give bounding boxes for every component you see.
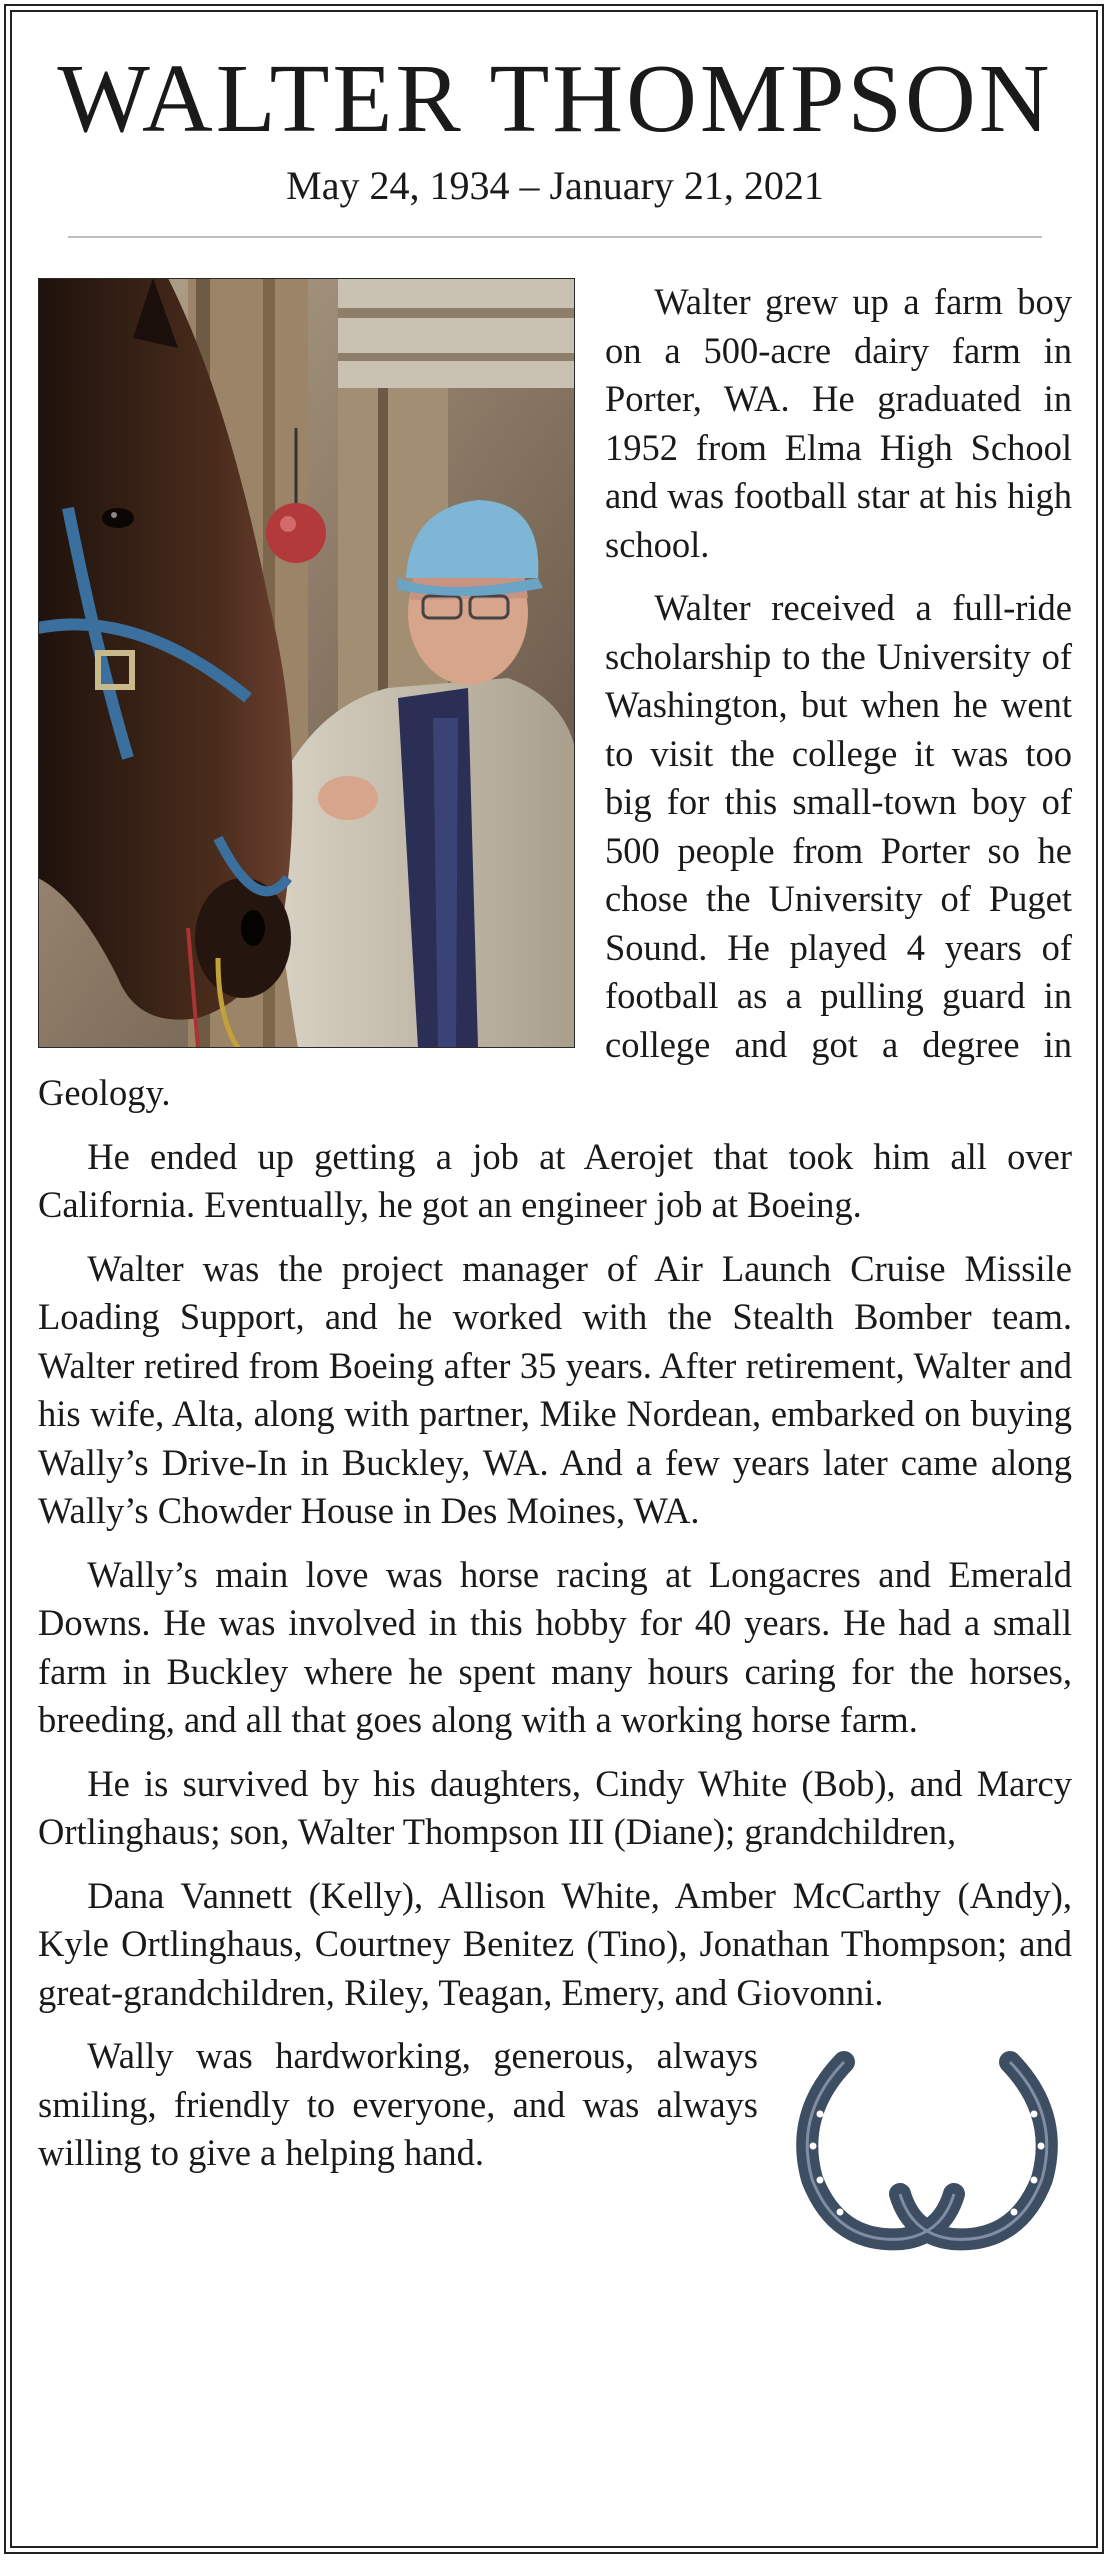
paragraph-career-aerojet: He ended up getting a job at Aerojet that took him all over California. Eventually, he got an engineer job at Boeing. — [38, 1135, 1072, 1225]
obituary-body — [38, 278, 1072, 2178]
life-dates: May 24, 1934 – January 21, 2021 — [286, 163, 824, 208]
title-divider — [68, 236, 1042, 238]
horseshoes-icon — [782, 2034, 1072, 2254]
paragraph-grandchildren: Dana Vannett (Kelly), Allison White, Amber McCarthy (Andy), Kyle Ortlinghaus, Courtney Benitez (Tino), Jonathan Thompson; and great-grandchildren, Riley, Teagan, Emery, and Giovonni. — [38, 1874, 1072, 2013]
obituary — [38, 38, 1072, 2254]
paragraph-closing: Wally was hardworking, generous, always smiling, friendly to everyone, and was always willing to give a helping hand. — [38, 2035, 758, 2173]
paragraph-college: Walter received a full-ride scholarship to the University of Washington, but when he went to visit the college it was too big for this small-town boy of 500 people from Porter so he chose the University of Puget Sound. He played 4 years of football as a pulling guard in college and got a degree in Geology. — [38, 587, 1072, 1113]
paragraph-early-life: Walter grew up a farm boy on a 500-acre dairy farm in Porter, WA. He graduated in 1952 from Elma High School and was football star at his high school. — [605, 281, 1072, 565]
deceased-name: WALTER THOMPSON — [57, 45, 1053, 153]
paragraph-career-boeing: Walter was the project manager of Air Launch Cruise Missile Loading Support, and he worked with the Stealth Bomber team. Walter retired from Boeing after 35 years. After retirement, Walter and his wife, Alta, along with partner, Mike Nordean, embarked on buying Wally’s Drive-In in Buckley, WA. And a few years later came along Wally’s Chowder House in Des Moines, WA. — [38, 1247, 1072, 1531]
paragraph-horse-racing: Wally’s main love was horse racing at Longacres and Emerald Downs. He was involved in this hobby for 40 years. He had a small farm in Buckley where he spent many hours caring for the horses, breeding, and all that goes along with a working horse farm. — [38, 1553, 1072, 1740]
photo-walter-with-horse — [38, 278, 575, 1048]
paragraph-survivors: He is survived by his daughters, Cindy White (Bob), and Marcy Ortlinghaus; son, Walter Thompson III (Diane); grandchildren, — [38, 1762, 1072, 1852]
